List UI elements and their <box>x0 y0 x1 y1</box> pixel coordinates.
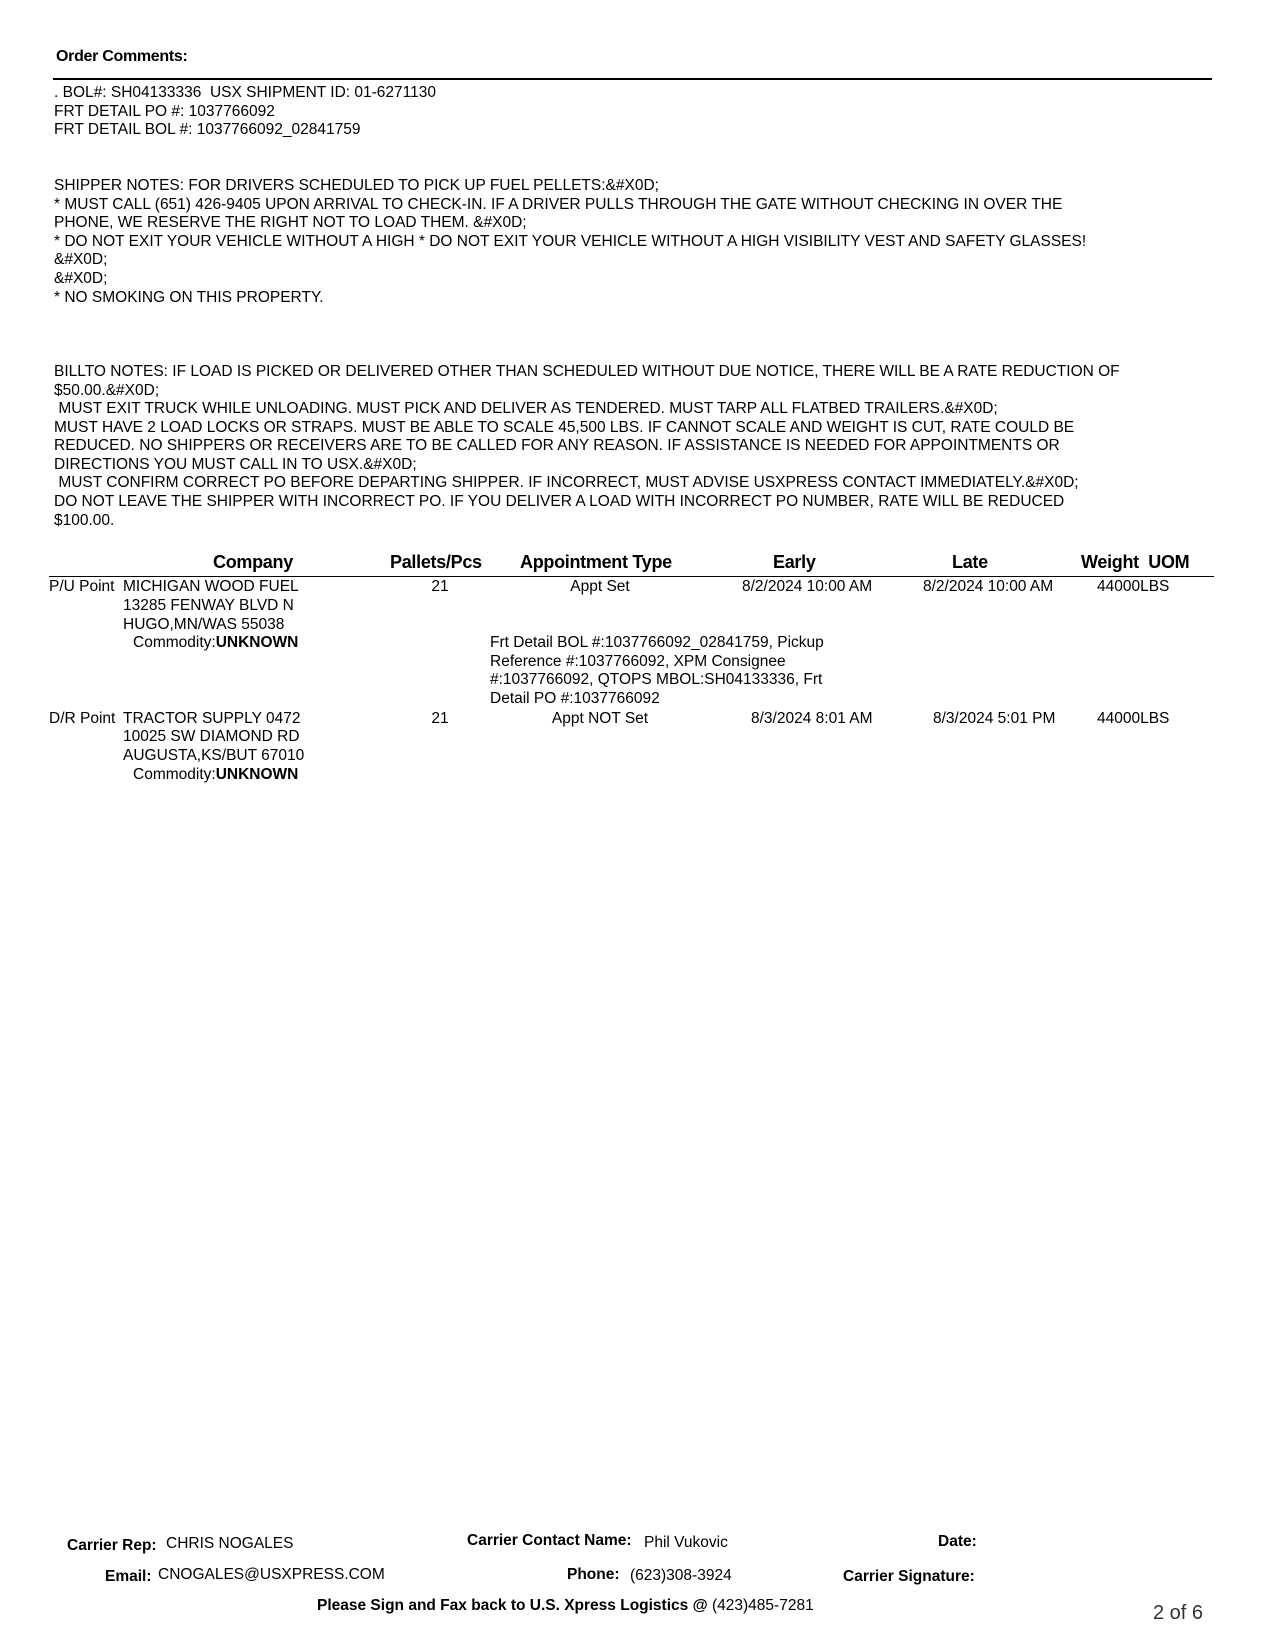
col-header-late: Late <box>952 552 988 572</box>
stop-pallets: 21 <box>431 578 449 595</box>
carrier-rep-label: Carrier Rep: <box>67 1537 157 1554</box>
stop-detail-line: Frt Detail BOL #:1037766092_02841759, Pickup <box>490 634 824 651</box>
order-comment-line: BILLTO NOTES: IF LOAD IS PICKED OR DELIVERED OTHER THAN SCHEDULED WITHOUT DUE NOTICE, THERE WILL BE A RATE REDUCTION OF <box>54 362 1120 380</box>
order-comment-line <box>54 326 1204 345</box>
order-comment-line: MUST CONFIRM CORRECT PO BEFORE DEPARTING SHIPPER. IF INCORRECT, MUST ADVISE USXPRESS CONTACT IMMEDIATELY.&#X0D; <box>54 474 1079 492</box>
stop-company-name: MICHIGAN WOOD FUEL <box>123 578 299 595</box>
stop-detail-line: #:1037766092, QTOPS MBOL:SH04133336, Frt <box>490 671 823 689</box>
stop-address: 10025 SW DIAMOND RD <box>123 728 300 745</box>
carrier-contact-name-label: Carrier Contact Name: <box>467 1532 632 1549</box>
order-comments-title: Order Comments: <box>56 48 188 65</box>
stop-appointment-type: Appt NOT Set <box>551 710 649 727</box>
phone-label: Phone: <box>567 1566 620 1583</box>
col-header-pallets: Pallets/Pcs <box>390 552 482 572</box>
order-comment-line: DO NOT LEAVE THE SHIPPER WITH INCORRECT PO. IF YOU DELIVER A LOAD WITH INCORRECT PO NUMBER, RATE WILL BE REDUCED <box>54 493 1065 511</box>
order-comment-line: REDUCED. NO SHIPPERS OR RECEIVERS ARE TO BE CALLED FOR ANY REASON. IF ASSISTANCE IS NEEDED FOR APPOINTMENTS OR <box>54 437 1060 455</box>
order-comments-body <box>54 84 1204 530</box>
order-comment-line: &#X0D; <box>54 251 108 269</box>
email-label: Email: <box>105 1568 152 1585</box>
order-comment-line: PHONE, WE RESERVE THE RIGHT NOT TO LOAD THEM. &#X0D; <box>54 214 527 232</box>
order-comment-line: * NO SMOKING ON THIS PROPERTY. <box>54 288 324 306</box>
stop-point-label: P/U Point <box>49 578 115 595</box>
order-comment-line: * DO NOT EXIT YOUR VEHICLE WITHOUT A HIGH * DO NOT EXIT YOUR VEHICLE WITHOUT A HIGH VISIBILITY VEST AND SAFETY GLASSES! <box>54 232 1087 250</box>
col-header-early: Early <box>773 552 816 572</box>
order-comment-line: MUST EXIT TRUCK WHILE UNLOADING. MUST PICK AND DELIVER AS TENDERED. MUST TARP ALL FLATBED TRAILERS.&#X0D; <box>54 400 998 418</box>
stop-early: 8/3/2024 8:01 AM <box>751 710 873 727</box>
carrier-rep-value: CHRIS NOGALES <box>166 1535 294 1552</box>
page-number: 2 of 6 <box>1153 1602 1204 1624</box>
date-label: Date: <box>938 1533 977 1550</box>
carrier-contact-name-value: Phil Vukovic <box>644 1534 728 1551</box>
stop-company-name: TRACTOR SUPPLY 0472 <box>123 710 301 727</box>
email-value: CNOGALES@USXPRESS.COM <box>158 1566 385 1583</box>
table-header-rule <box>49 576 1214 577</box>
order-comment-line: . BOL#: SH04133336 USX SHIPMENT ID: 01-6271130 <box>54 84 436 101</box>
order-comment-line <box>54 344 1204 363</box>
order-comment-line: FRT DETAIL PO #: 1037766092 <box>54 102 275 120</box>
order-comment-line: FRT DETAIL BOL #: 1037766092_02841759 <box>54 121 361 139</box>
stop-early: 8/2/2024 10:00 AM <box>742 578 873 595</box>
stop-address: 13285 FENWAY BLVD N <box>123 597 294 614</box>
order-comment-line: &#X0D; <box>54 269 108 287</box>
carrier-signature-label: Carrier Signature: <box>843 1568 975 1585</box>
order-comment-line: MUST HAVE 2 LOAD LOCKS OR STRAPS. MUST BE ABLE TO SCALE 45,500 LBS. IF CANNOT SCALE AND WEIGHT IS CUT, RATE COULD BE <box>54 418 1075 436</box>
order-comment-line <box>54 307 1204 326</box>
order-comment-line: $100.00. <box>54 511 115 529</box>
stop-detail-line: Reference #:1037766092, XPM Consignee <box>490 652 786 670</box>
stop-pallets: 21 <box>431 710 449 727</box>
stop-point-label: D/R Point <box>49 710 116 727</box>
phone-value: (623)308-3924 <box>630 1567 732 1584</box>
stop-city: HUGO,MN/WAS 55038 <box>123 616 285 633</box>
stop-commodity: Commodity:UNKNOWN <box>133 634 299 651</box>
order-comment-line: $50.00.&#X0D; <box>54 381 160 399</box>
header-rule <box>53 78 1212 80</box>
col-header-weight-uom: Weight UOM <box>1081 552 1190 572</box>
fax-instruction: Please Sign and Fax back to U.S. Xpress Logistics @ (423)485-7281 <box>317 1597 814 1614</box>
order-comment-line <box>54 140 1204 159</box>
stop-commodity: Commodity:UNKNOWN <box>133 766 299 783</box>
order-comment-line: * MUST CALL (651) 426-9405 UPON ARRIVAL TO CHECK-IN. IF A DRIVER PULLS THROUGH THE GATE WITHOUT CHECKING IN OVER THE <box>54 195 1063 213</box>
col-header-appointment-type: Appointment Type <box>520 552 672 572</box>
order-comment-line: SHIPPER NOTES: FOR DRIVERS SCHEDULED TO PICK UP FUEL PELLETS:&#X0D; <box>54 176 659 194</box>
order-comment-line: DIRECTIONS YOU MUST CALL IN TO USX.&#X0D; <box>54 455 417 473</box>
stop-detail <box>490 634 870 708</box>
col-header-company: Company <box>213 552 293 572</box>
order-comment-line <box>54 158 1204 177</box>
stop-late: 8/2/2024 10:00 AM <box>923 578 1054 595</box>
stop-weight: 44000LBS <box>1097 578 1170 595</box>
stop-appointment-type: Appt Set <box>570 578 630 595</box>
stop-late: 8/3/2024 5:01 PM <box>933 710 1056 727</box>
stop-weight: 44000LBS <box>1097 710 1170 727</box>
stop-detail-line: Detail PO #:1037766092 <box>490 689 660 707</box>
stop-city: AUGUSTA,KS/BUT 67010 <box>123 747 305 764</box>
